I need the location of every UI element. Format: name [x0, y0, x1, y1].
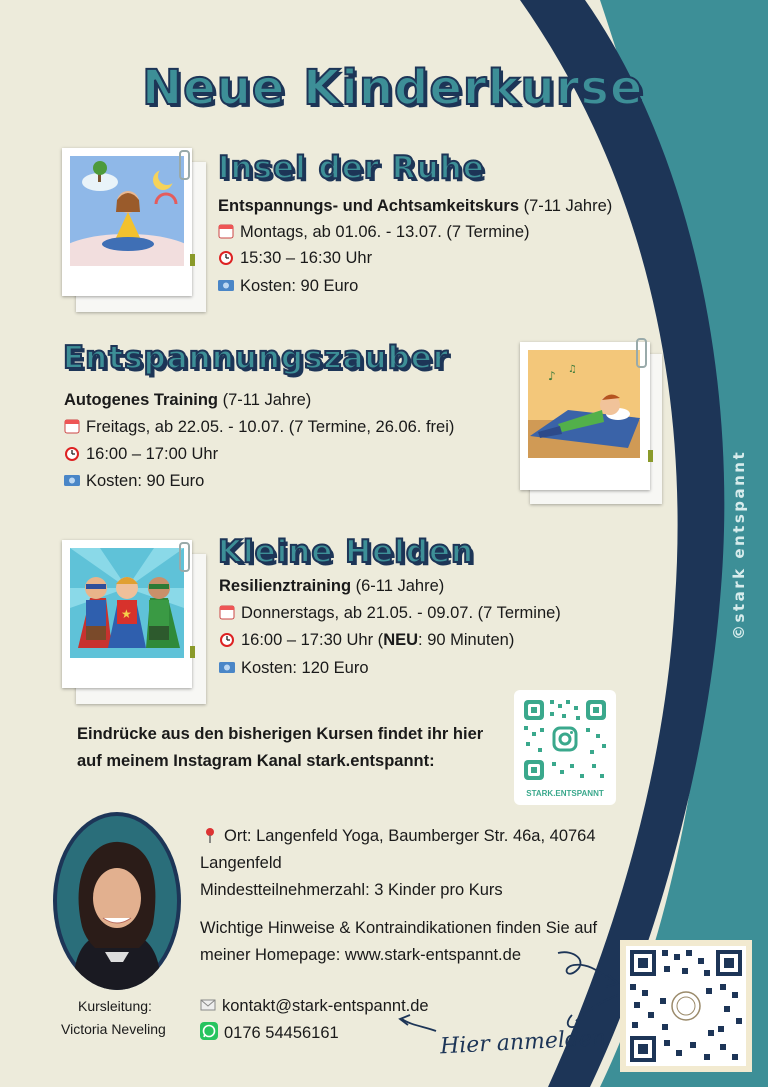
svg-text:★: ★	[121, 607, 132, 621]
course-dates: Donnerstags, ab 21.05. - 09.07. (7 Termine)	[219, 603, 561, 623]
course-subtitle: Entspannungs- und Achtsamkeitskurs (7-11 Jahre)	[218, 197, 613, 215]
pin-icon	[202, 827, 218, 843]
photo-entspannungszauber	[520, 342, 665, 504]
location-line-2: Langenfeld	[200, 854, 282, 872]
instagram-qr-code[interactable]	[514, 690, 616, 805]
course-subtitle: Autogenes Training (7-11 Jahre)	[64, 391, 312, 409]
notes-line-1: Wichtige Hinweise & Kontraindikationen finden Sie auf	[200, 919, 598, 937]
photo-kleine-helden	[62, 540, 212, 705]
email-contact[interactable]: kontakt@stark-entspannt.de	[200, 996, 429, 1016]
instructor-name: Victoria Neveling	[61, 1021, 166, 1037]
photo-insel-der-ruhe	[62, 148, 212, 313]
instructor-photo	[53, 812, 181, 990]
svg-text:♪: ♪	[548, 369, 556, 383]
signup-handwriting: Hier anmelden	[439, 1025, 607, 1060]
notes-line-2: meiner Homepage: www.stark-entspannt.de	[200, 946, 521, 964]
page-title: Neue Kinderkurse	[142, 60, 644, 116]
banknote-icon	[219, 659, 235, 675]
copyright-vertical: ©stark entspannt	[730, 449, 748, 640]
course-dates: Freitags, ab 22.05. - 10.07. (7 Termine, 26.06. frei)	[64, 417, 454, 437]
banknote-icon	[64, 472, 80, 488]
instagram-text-line-2: auf meinem Instagram Kanal stark.entspannt:	[77, 752, 435, 770]
calendar-icon	[64, 418, 80, 434]
course-cost: Kosten: 90 Euro	[218, 276, 358, 296]
alarm-clock-icon	[64, 445, 80, 461]
course-title-entspannungszauber: Entspannungszauber	[63, 340, 450, 376]
course-title-kleine-helden: Kleine Helden	[218, 534, 475, 570]
course-dates: Montags, ab 01.06. - 13.07. (7 Termine)	[218, 222, 530, 242]
course-time: 15:30 – 16:30 Uhr	[218, 248, 372, 268]
alarm-clock-icon	[219, 631, 235, 647]
calendar-icon	[219, 604, 235, 620]
alarm-clock-icon	[218, 249, 234, 265]
svg-text:♫: ♫	[568, 364, 577, 375]
phone-contact[interactable]: 0176 54456161	[200, 1022, 339, 1043]
min-participants: Mindestteilnehmerzahl: 3 Kinder pro Kurs	[200, 881, 503, 899]
course-time: 16:00 – 17:00 Uhr	[64, 444, 218, 464]
qr-label: STARK.ENTSPANNT	[526, 789, 604, 798]
whatsapp-icon	[200, 1022, 218, 1040]
course-title-insel-der-ruhe: Insel der Ruhe	[218, 150, 485, 186]
course-subtitle: Resilienztraining (6-11 Jahre)	[219, 577, 445, 595]
course-time: 16:00 – 17:30 Uhr (NEU: 90 Minuten)	[219, 630, 514, 650]
instructor-label: Kursleitung:	[78, 998, 152, 1014]
location-line-1: Ort: Langenfeld Yoga, Baumberger Str. 46a, 40764	[202, 826, 596, 846]
instagram-text-line-1: Eindrücke aus den bisherigen Kursen findet ihr hier	[77, 725, 484, 743]
banknote-icon	[218, 277, 234, 293]
envelope-icon	[200, 997, 216, 1013]
course-cost: Kosten: 90 Euro	[64, 471, 204, 491]
calendar-icon	[218, 223, 234, 239]
course-cost: Kosten: 120 Euro	[219, 658, 369, 678]
signup-qr-code[interactable]	[620, 940, 752, 1072]
